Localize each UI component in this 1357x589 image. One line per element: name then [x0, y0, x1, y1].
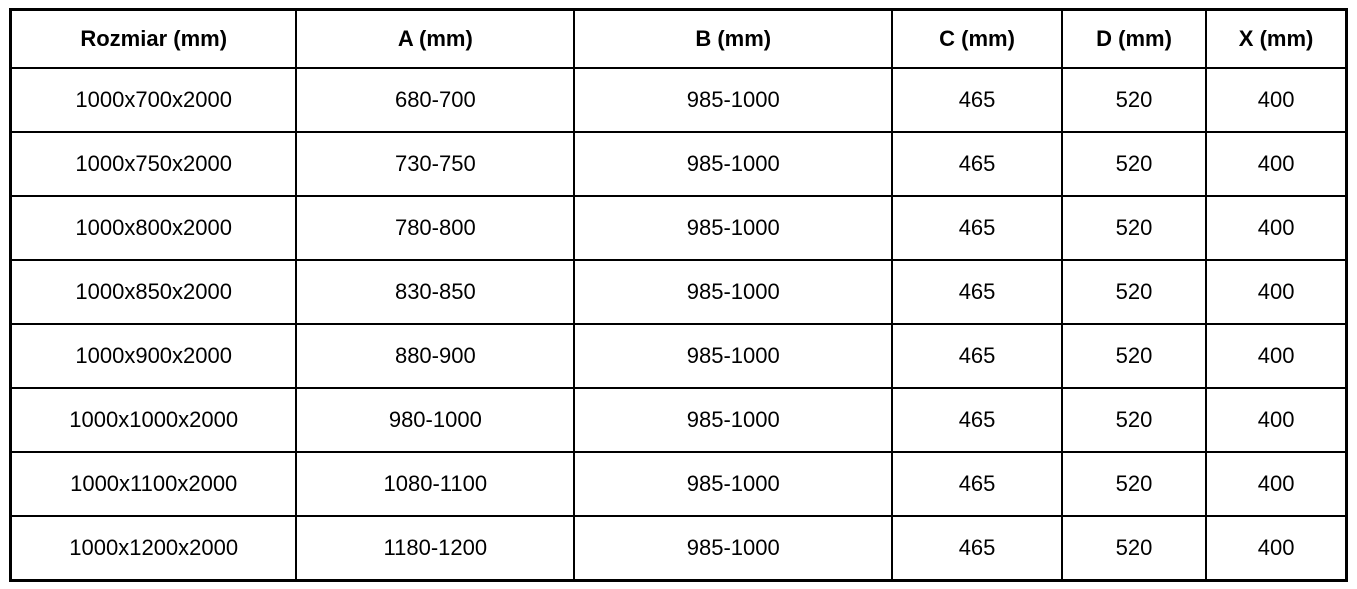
cell-rozmiar: 1000x1100x2000: [11, 452, 297, 516]
cell-d: 520: [1062, 324, 1206, 388]
cell-d: 520: [1062, 516, 1206, 581]
cell-x: 400: [1206, 452, 1346, 516]
cell-b: 985-1000: [574, 452, 892, 516]
cell-b: 985-1000: [574, 196, 892, 260]
table-body: [11, 68, 1347, 581]
cell-c: 465: [892, 196, 1062, 260]
table-row: [11, 260, 1347, 324]
cell-d: 520: [1062, 388, 1206, 452]
column-header-x: X (mm): [1206, 10, 1346, 69]
cell-a: 680-700: [296, 68, 574, 132]
cell-b: 985-1000: [574, 324, 892, 388]
cell-x: 400: [1206, 260, 1346, 324]
cell-rozmiar: 1000x850x2000: [11, 260, 297, 324]
cell-rozmiar: 1000x1000x2000: [11, 388, 297, 452]
cell-c: 465: [892, 388, 1062, 452]
cell-x: 400: [1206, 516, 1346, 581]
cell-rozmiar: 1000x750x2000: [11, 132, 297, 196]
column-header-rozmiar: Rozmiar (mm): [11, 10, 297, 69]
table-row: [11, 452, 1347, 516]
column-header-b: B (mm): [574, 10, 892, 69]
cell-c: 465: [892, 516, 1062, 581]
cell-a: 1180-1200: [296, 516, 574, 581]
cell-rozmiar: 1000x900x2000: [11, 324, 297, 388]
table-row: [11, 516, 1347, 581]
table-row: [11, 388, 1347, 452]
cell-b: 985-1000: [574, 388, 892, 452]
cell-a: 730-750: [296, 132, 574, 196]
column-header-a: A (mm): [296, 10, 574, 69]
cell-x: 400: [1206, 196, 1346, 260]
cell-rozmiar: 1000x800x2000: [11, 196, 297, 260]
cell-d: 520: [1062, 68, 1206, 132]
cell-c: 465: [892, 68, 1062, 132]
cell-b: 985-1000: [574, 132, 892, 196]
cell-d: 520: [1062, 196, 1206, 260]
cell-x: 400: [1206, 388, 1346, 452]
table-row: [11, 324, 1347, 388]
cell-a: 1080-1100: [296, 452, 574, 516]
cell-a: 830-850: [296, 260, 574, 324]
cell-d: 520: [1062, 132, 1206, 196]
cell-b: 985-1000: [574, 516, 892, 581]
cell-c: 465: [892, 132, 1062, 196]
cell-a: 880-900: [296, 324, 574, 388]
cell-rozmiar: 1000x1200x2000: [11, 516, 297, 581]
table-row: [11, 132, 1347, 196]
cell-a: 780-800: [296, 196, 574, 260]
cell-d: 520: [1062, 452, 1206, 516]
column-header-c: C (mm): [892, 10, 1062, 69]
cell-a: 980-1000: [296, 388, 574, 452]
cell-b: 985-1000: [574, 68, 892, 132]
cell-d: 520: [1062, 260, 1206, 324]
cell-x: 400: [1206, 132, 1346, 196]
header-row: [11, 10, 1347, 69]
cell-c: 465: [892, 452, 1062, 516]
cell-x: 400: [1206, 68, 1346, 132]
table-row: [11, 196, 1347, 260]
table-row: [11, 68, 1347, 132]
cell-c: 465: [892, 260, 1062, 324]
cell-c: 465: [892, 324, 1062, 388]
cell-rozmiar: 1000x700x2000: [11, 68, 297, 132]
cell-x: 400: [1206, 324, 1346, 388]
column-header-d: D (mm): [1062, 10, 1206, 69]
table-header: [11, 10, 1347, 69]
cell-b: 985-1000: [574, 260, 892, 324]
size-spec-table: [9, 8, 1348, 582]
